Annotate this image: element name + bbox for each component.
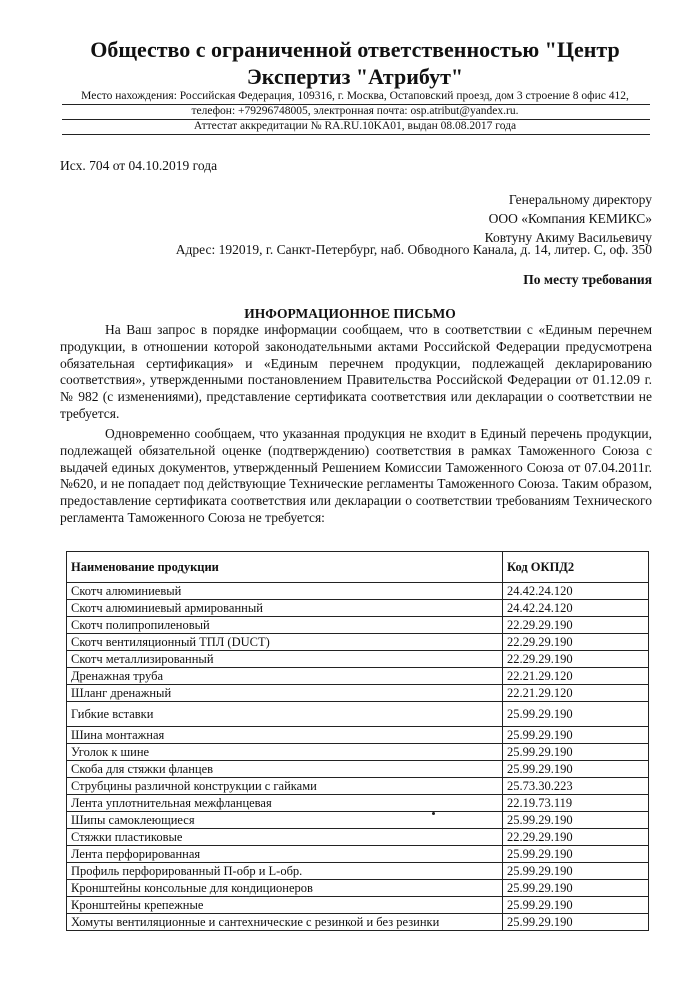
okpd2-code: 22.29.29.190 [503, 651, 649, 668]
table-row [67, 761, 649, 778]
organization-contacts: телефон: +79296748005, электронная почта: osp.atribut@yandex.ru. [191, 105, 519, 117]
table-row [67, 744, 649, 761]
table-row [67, 795, 649, 812]
okpd2-code: 25.99.29.190 [503, 761, 649, 778]
table-row [67, 812, 649, 829]
okpd2-code: 24.42.24.120 [503, 600, 649, 617]
okpd2-code: 22.29.29.190 [503, 829, 649, 846]
table-row [67, 668, 649, 685]
product-name: Шланг дренажный [67, 685, 503, 702]
okpd2-code: 25.99.29.190 [503, 846, 649, 863]
okpd2-code: 25.99.29.190 [503, 880, 649, 897]
okpd2-code: 22.29.29.190 [503, 634, 649, 651]
product-name: Скотч полипропиленовый [67, 617, 503, 634]
okpd2-code: 25.99.29.190 [503, 744, 649, 761]
table-row [67, 583, 649, 600]
okpd2-code: 22.19.73.119 [503, 795, 649, 812]
column-header-product: Наименование продукции [67, 552, 503, 583]
okpd2-code: 24.42.24.120 [503, 583, 649, 600]
product-name: Шипы самоклеющиеся [67, 812, 503, 829]
okpd2-code: 25.99.29.190 [503, 727, 649, 744]
addressee-name: Ковтуну Акиму Васильевичу [484, 230, 652, 245]
product-name: Скоба для стяжки фланцев [67, 761, 503, 778]
product-name: Скотч вентиляционный ТПЛ (DUCT) [67, 634, 503, 651]
product-name: Скотч алюминиевый армированный [67, 600, 503, 617]
table-row [67, 600, 649, 617]
letter-title: ИНФОРМАЦИОННОЕ ПИСЬМО [244, 306, 456, 321]
table-row [67, 651, 649, 668]
table-row [67, 880, 649, 897]
product-name: Кронштейны крепежные [67, 897, 503, 914]
okpd2-code: 25.99.29.190 [503, 702, 649, 727]
product-name: Уголок к шине [67, 744, 503, 761]
product-name: Скотч металлизированный [67, 651, 503, 668]
organization-name: Общество с ограниченной ответственностью "Центр Экспертиз "Атрибут" [90, 37, 620, 89]
product-name: Лента перфорированная [67, 846, 503, 863]
addressee-company: ООО «Компания КЕМИКС» [488, 211, 652, 226]
okpd2-code: 25.99.29.190 [503, 812, 649, 829]
addressee-position: Генеральному директору [508, 192, 652, 207]
product-name: Гибкие вставки [67, 702, 503, 727]
product-name: Струбцины различной конструкции с гайками [67, 778, 503, 795]
header-divider [62, 134, 650, 135]
okpd2-code: 22.21.29.120 [503, 685, 649, 702]
okpd2-code: 25.99.29.190 [503, 897, 649, 914]
table-row [67, 702, 649, 727]
outgoing-reference: Исх. 704 от 04.10.2019 года [60, 158, 218, 173]
products-table [66, 551, 649, 931]
scan-speck [432, 812, 435, 815]
body-paragraph: На Ваш запрос в порядке информации сообщаем, что в соответствии с «Единым перечнем продукции, в отношении которой законодательными актами Российской Федерации предусмотрена обязательная сертификация» и «Единым перечнем продукции, подлежащей декларированию соответствия», утвержденными постановлением Правительства Российской Федерации от 01.12.09 г. № 982 (с изменениями), представление сертификата соответствия или декларации о соответствии не требуется. [60, 322, 652, 421]
table-row [67, 829, 649, 846]
body-paragraph: Одновременно сообщаем, что указанная продукция не входит в Единый перечень продукции, подлежащей обязательной оценке (подтверждению) соответствия в рамках Таможенного Союза с выдачей единых документов, утвержденный Решением Комиссии Таможенного Союза от 07.04.2011г. №620, и не попадает под действующие Технические регламенты Таможенного Союза. Таким образом, предоставление сертификата соответствия или декларации о соответствии требованиям Технического регламента Таможенного Союза не требуется: [60, 426, 652, 525]
addressee-address: Адрес: 192019, г. Санкт-Петербург, наб. Обводного Канала, д. 14, литер. С, оф. 350 [175, 242, 652, 257]
product-name: Дренажная труба [67, 668, 503, 685]
okpd2-code: 25.73.30.223 [503, 778, 649, 795]
table-row [67, 685, 649, 702]
table-row [67, 863, 649, 880]
table-row [67, 617, 649, 634]
column-header-code: Код ОКПД2 [503, 552, 649, 583]
table-row [67, 778, 649, 795]
table-header-row [67, 552, 649, 583]
product-name: Хомуты вентиляционные и сантехнические с резинкой и без резинки [67, 914, 503, 931]
okpd2-code: 25.99.29.190 [503, 914, 649, 931]
table-row [67, 914, 649, 931]
product-name: Кронштейны консольные для кондиционеров [67, 880, 503, 897]
okpd2-code: 22.29.29.190 [503, 617, 649, 634]
table-row [67, 634, 649, 651]
accreditation-line: Аттестат аккредитации № RA.RU.10KA01, выдан 08.08.2017 года [193, 120, 517, 132]
organization-address: Место нахождения: Российская Федерация, 109316, г. Москва, Остаповский проезд, дом 3 строение 8 офис 412, [81, 90, 629, 102]
product-name: Стяжки пластиковые [67, 829, 503, 846]
okpd2-code: 25.99.29.190 [503, 863, 649, 880]
product-name: Скотч алюминиевый [67, 583, 503, 600]
table-row [67, 727, 649, 744]
okpd2-code: 22.21.29.120 [503, 668, 649, 685]
product-name: Шина монтажная [67, 727, 503, 744]
place-note: По месту требования [523, 272, 652, 287]
product-name: Лента уплотнительная межфланцевая [67, 795, 503, 812]
product-name: Профиль перфорированный П-обр и L-обр. [67, 863, 503, 880]
table-row [67, 846, 649, 863]
table-row [67, 897, 649, 914]
